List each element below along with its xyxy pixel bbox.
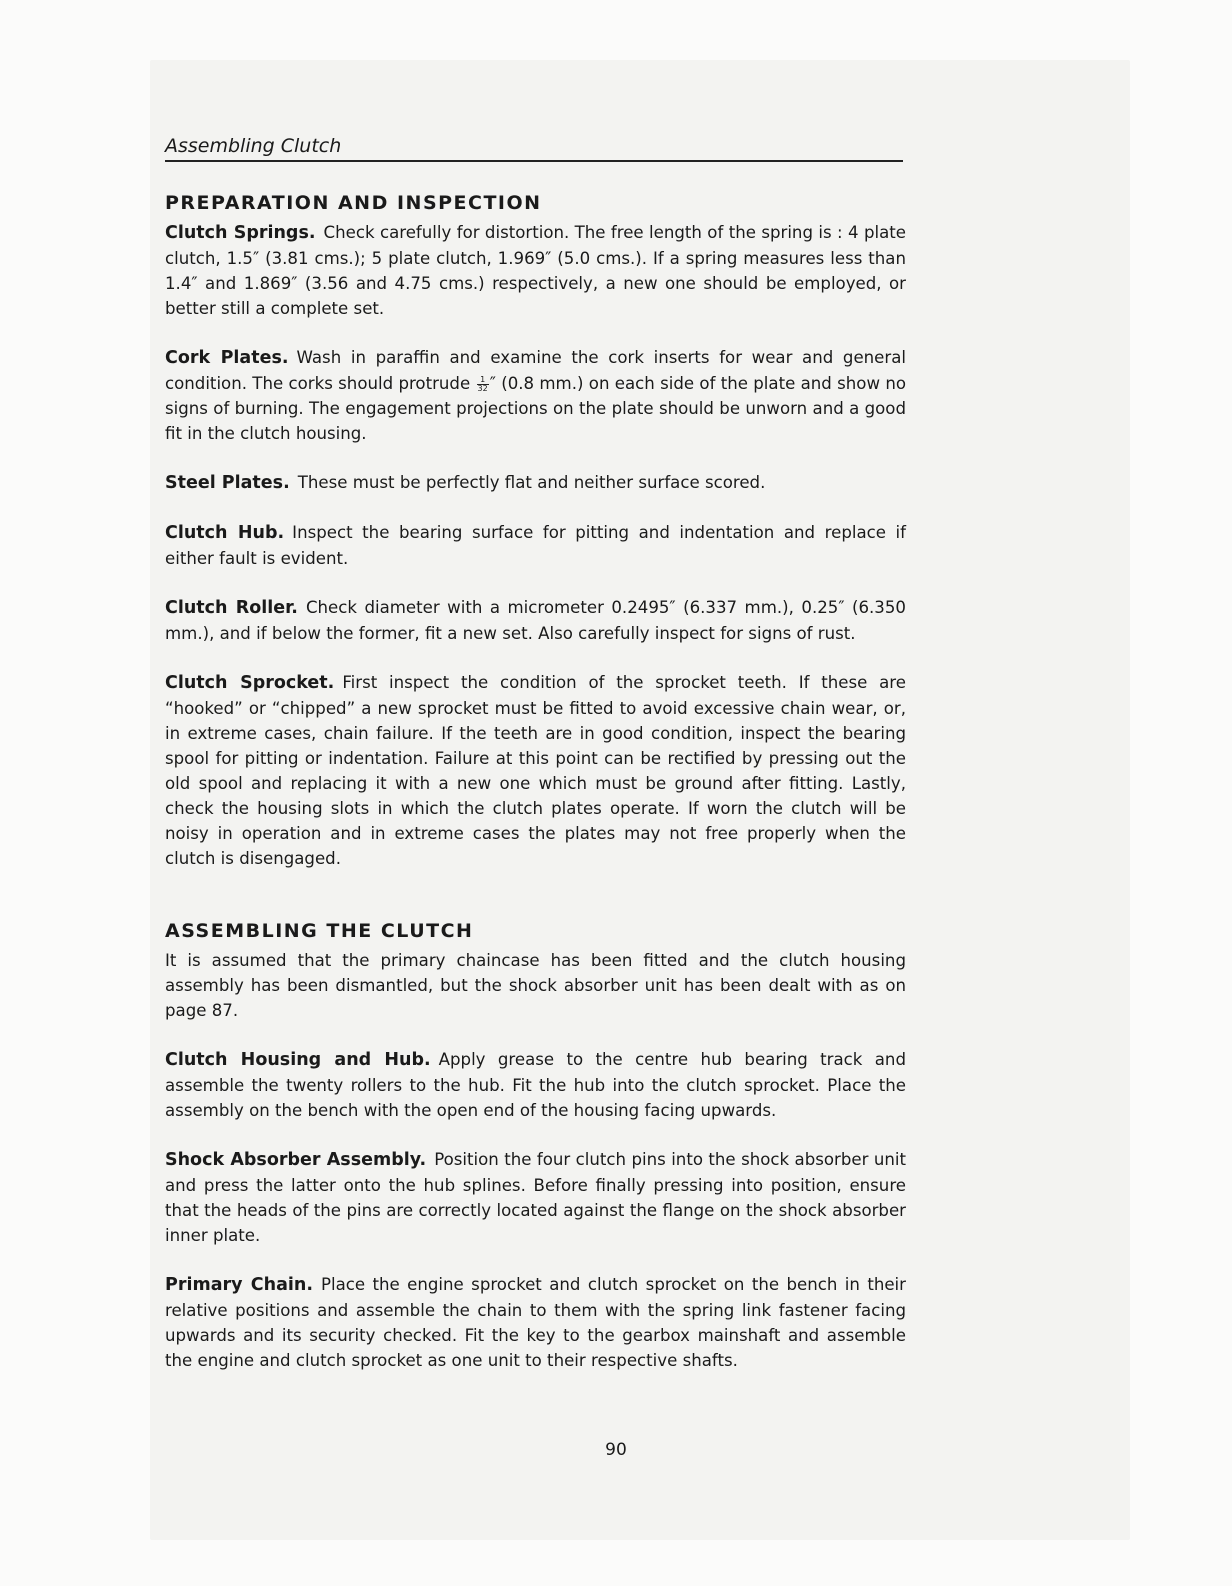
paragraph-lead: Clutch Sprocket. xyxy=(165,673,335,693)
running-header: Assembling Clutch xyxy=(165,135,903,162)
paragraph-text: Check diameter with a micrometer 0.2495″ (6.337 mm.), 0.25″ (6.350 mm.), and if below the former, fit a new set. Also carefully inspect for signs of rust. xyxy=(165,598,906,643)
paragraph-clutch-roller xyxy=(165,595,906,646)
paragraph-lead: Cork Plates. xyxy=(165,348,289,368)
paragraph-text: Wash in paraffin and examine the cork inserts for wear and general condition. The corks should protrude xyxy=(165,348,906,393)
paragraph-steel-plates xyxy=(165,470,906,496)
paragraph-text: Apply grease to the centre hub bearing track and assemble the twenty rollers to the hub. Fit the hub into the clutch sprocket. Place the assembly on the bench with the open end of the housing facing upwards. xyxy=(165,1050,906,1120)
paragraph-text: Place the engine sprocket and clutch sprocket on the bench in their relative positions and assemble the chain to them with the spring link fastener facing upwards and its security checked. Fit the key to the gearbox mainshaft and assemble the engine and clutch sprocket as one unit to their respective shafts. xyxy=(165,1275,906,1370)
paragraph-housing-and-hub xyxy=(165,1047,906,1123)
paragraph-primary-chain xyxy=(165,1272,906,1373)
paragraph-shock-absorber xyxy=(165,1147,906,1248)
paragraph-clutch-hub xyxy=(165,520,906,571)
paragraph-clutch-springs xyxy=(165,220,906,321)
paragraph-text: First inspect the condition of the sprocket teeth. If these are “hooked” or “chipped” a new sprocket must be fitted to avoid excessive chain wear, or, in extreme cases, chain failure. If the teeth are in good condition, inspect the bearing spool for pitting or indentation. Failure at this point can be rectified by pressing out the old spool and replacing it with a new one which must be ground after fitting. Lastly, check the housing slots in which the clutch plates operate. If worn the clutch will be noisy in operation and in extreme cases the plates may not free properly when the clutch is disengaged. xyxy=(165,673,906,868)
paragraph-text: Inspect the bearing surface for pitting and indentation and replace if either fault is evident. xyxy=(165,523,906,568)
page-number: 90 xyxy=(605,1440,627,1460)
fraction-numerator: 1 xyxy=(477,376,489,385)
paragraph-lead: Shock Absorber Assembly. xyxy=(165,1150,427,1170)
paragraph-cork-plates xyxy=(165,345,906,446)
paragraph-lead: Clutch Springs. xyxy=(165,223,316,243)
paragraph-text: These must be perfectly flat and neither surface scored. xyxy=(297,473,766,492)
paragraph-clutch-sprocket xyxy=(165,670,906,871)
paragraph-lead: Clutch Roller. xyxy=(165,598,298,618)
paragraph-lead: Primary Chain. xyxy=(165,1275,313,1295)
fraction xyxy=(477,376,489,393)
document-page xyxy=(165,135,906,1397)
section-heading-preparation: PREPARATION AND INSPECTION xyxy=(165,192,542,214)
paragraph-text: Check carefully for distortion. The free length of the spring is : 4 plate clutch, 1.5″ (3.81 cms.); 5 plate clutch, 1.969″ (5.0 cms.). If a spring measures less than 1.4″ and 1.869″ (3.56 and 4.75 cms.) respectively, a new one should be employed, or better still a complete set. xyxy=(165,223,906,318)
paragraph-text-continued: ″ (0.8 mm.) on each side of the plate and show no signs of burning. The engagement projections on the plate should be unworn and a good fit in the clutch housing. xyxy=(165,374,907,443)
paragraph-assembly-intro: It is assumed that the primary chaincase has been fitted and the clutch housing assembly has been dismantled, but the shock absorber unit has been dealt with as on page 87. xyxy=(165,951,906,1020)
paragraph-text: Position the four clutch pins into the shock absorber unit and press the latter onto the hub splines. Before finally pressing into position, ensure that the heads of the pins are correctly located against the flange on the shock absorber inner plate. xyxy=(165,1150,906,1245)
fraction-denominator: 32 xyxy=(477,384,488,393)
paragraph-lead: Clutch Hub. xyxy=(165,523,285,543)
section-heading-assembly: ASSEMBLING THE CLUTCH xyxy=(165,920,474,942)
paragraph-lead: Steel Plates. xyxy=(165,473,290,493)
paragraph-lead: Clutch Housing and Hub. xyxy=(165,1050,431,1070)
